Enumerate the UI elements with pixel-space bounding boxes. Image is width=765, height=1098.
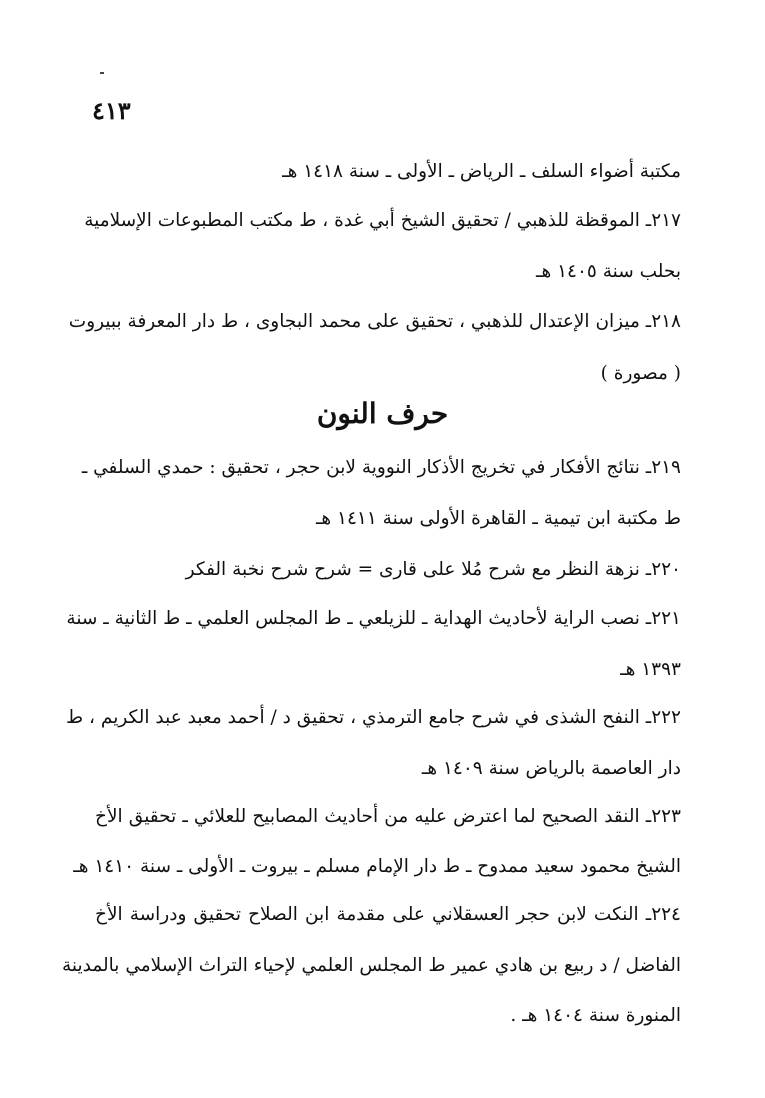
text-line-13: ٢٢٣ـ النقد الصحيح لما اعترض عليه من أحاديث المصابيح للعلائي ـ تحقيق الأخ xyxy=(95,806,681,827)
text-line-12: دار العاصمة بالرياض سنة ١٤٠٩ هـ xyxy=(421,758,681,779)
scan-speck xyxy=(100,72,104,74)
text-line-9: ٢٢١ـ نصب الراية لأحاديث الهداية ـ للزيلعي ـ ط المجلس العلمي ـ ط الثانية ـ سنة xyxy=(66,608,681,629)
page-number: ٤١٣ xyxy=(92,96,131,125)
text-line-2: ٢١٧ـ الموقظة للذهبي / تحقيق الشيخ أبي غدة ، ط مكتب المطبوعات الإسلامية xyxy=(84,210,681,231)
text-line-17: المنورة سنة ١٤٠٤ هـ . xyxy=(510,1005,681,1026)
text-line-5: ( مصورة ) xyxy=(600,363,681,384)
text-line-16: الفاضل / د ربيع بن هادي عمير ط المجلس العلمي لإحياء التراث الإسلامي بالمدينة xyxy=(61,955,681,976)
text-line-4: ٢١٨ـ ميزان الإعتدال للذهبي ، تحقيق على محمد البجاوى ، ط دار المعرفة ببيروت xyxy=(68,311,681,332)
text-line-10: ١٣٩٣ هـ xyxy=(620,659,681,680)
text-line-15: ٢٢٤ـ النكت لابن حجر العسقلاني على مقدمة ابن الصلاح تحقيق ودراسة الأخ xyxy=(95,904,681,925)
text-line-6: ٢١٩ـ نتائج الأفكار في تخريج الأذكار النووية لابن حجر ، تحقيق : حمدي السلفي ـ xyxy=(81,457,681,478)
text-line-7: ط مكتبة ابن تيمية ـ القاهرة الأولى سنة ١٤١١ هـ xyxy=(315,508,681,529)
section-heading: حرف النون xyxy=(316,397,449,430)
text-line-1: مكتبة أضواء السلف ـ الرياض ـ الأولى ـ سنة ١٤١٨ هـ xyxy=(282,161,681,182)
text-line-8: ٢٢٠ـ نزهة النظر مع شرح مُلا على قارى = شرح شرح نخبة الفكر xyxy=(185,559,681,580)
text-line-14: الشيخ محمود سعيد ممدوح ـ ط دار الإمام مسلم ـ بيروت ـ الأولى ـ سنة ١٤١٠ هـ xyxy=(73,856,681,877)
text-line-11: ٢٢٢ـ النفح الشذى في شرح جامع الترمذي ، تحقيق د / أحمد معبد عبد الكريم ، ط xyxy=(66,707,681,728)
text-line-3: بحلب سنة ١٤٠٥ هـ xyxy=(536,261,681,282)
